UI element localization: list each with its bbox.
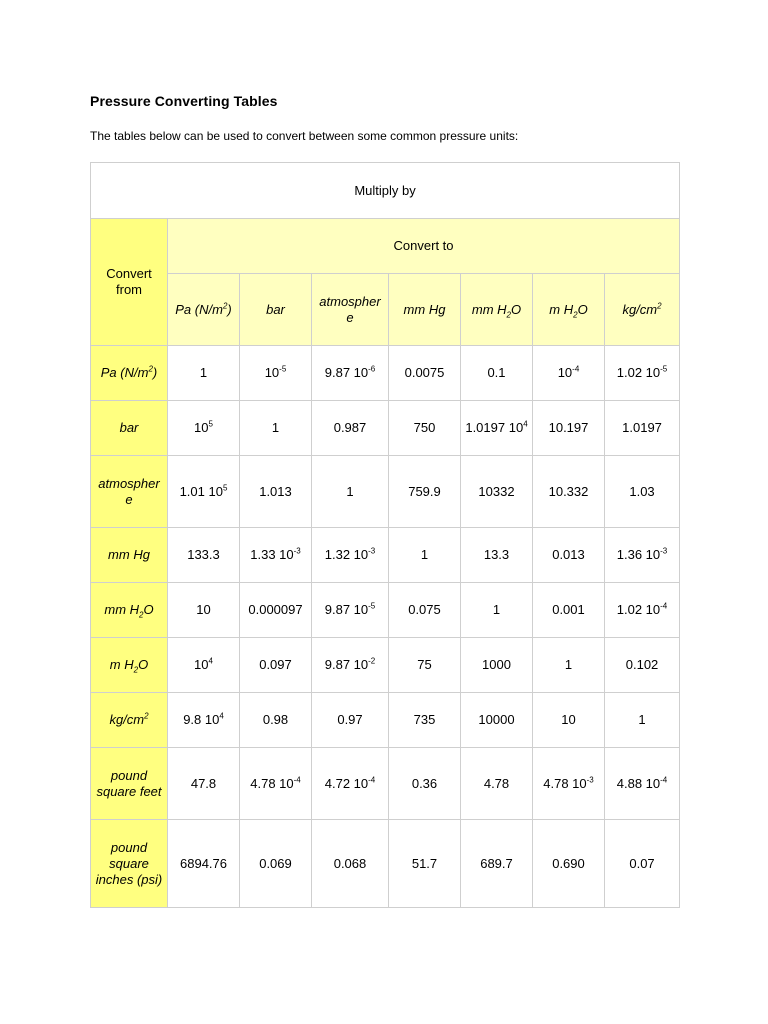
page-title: Pressure Converting Tables (90, 93, 278, 109)
table-cell: 0.987 (312, 401, 389, 456)
table-cell: 0.1 (461, 346, 533, 401)
table-cell: 0.36 (389, 748, 461, 820)
table-cell: 1.03 (605, 456, 680, 528)
pressure-conversion-table (90, 162, 680, 908)
table-cell: 1 (533, 638, 605, 693)
table-cell: 1.013 (240, 456, 312, 528)
table-cell: 4.78 $10^{-3}$ (533, 748, 605, 820)
table-cell: 689.7 (461, 820, 533, 908)
intro-text: The tables below can be used to convert between some common pressure units: (90, 129, 519, 143)
table-cell: 51.7 (389, 820, 461, 908)
table-cell: 13.3 (461, 528, 533, 583)
table-cell: 1 (461, 583, 533, 638)
table-row (91, 748, 680, 820)
table-cell: 1.32 $10^{-3}$ (312, 528, 389, 583)
table-cell: 735 (389, 693, 461, 748)
table-cell: 0.000097 (240, 583, 312, 638)
table-cell: 10 (533, 693, 605, 748)
table-cell: 10332 (461, 456, 533, 528)
table-row (91, 693, 680, 748)
table-cell: 1.36 $10^{-3}$ (605, 528, 680, 583)
table-cell: 47.8 (168, 748, 240, 820)
table-row (91, 456, 680, 528)
convert-from-line: Convert (106, 266, 152, 281)
table-cell: 9.87 $10^{-5}$ (312, 583, 389, 638)
multiply-by-header: Multiply by (91, 163, 680, 219)
column-header-unit: mm Hg (389, 274, 461, 346)
table-cell: 0.102 (605, 638, 680, 693)
table-cell: 0.075 (389, 583, 461, 638)
table-cell: 750 (389, 401, 461, 456)
table-cell: $10^{-5}$ (240, 346, 312, 401)
table-cell: 0.690 (533, 820, 605, 908)
table-cell: 0.097 (240, 638, 312, 693)
row-header-unit: pound square inches (psi) (91, 820, 168, 908)
table-cell: 1 (240, 401, 312, 456)
row-header-unit: m $H_2O$ (91, 638, 168, 693)
table-cell: 9.8 $10^4$ (168, 693, 240, 748)
table-cell: 6894.76 (168, 820, 240, 908)
table-cell: 9.87 $10^{-2}$ (312, 638, 389, 693)
table-row (91, 528, 680, 583)
convert-from-line: from (116, 282, 142, 297)
row-header-unit: atmospher e (91, 456, 168, 528)
convert-to-row (91, 219, 680, 274)
column-header-unit: atmospher e (312, 274, 389, 346)
column-header-unit: Pa $(N/m^2)$ (168, 274, 240, 346)
table-cell: 0.069 (240, 820, 312, 908)
convert-from-header (91, 219, 168, 346)
table-cell: 0.97 (312, 693, 389, 748)
table-cell: 4.78 (461, 748, 533, 820)
table-row (91, 401, 680, 456)
table-cell: 4.78 $10^{-4}$ (240, 748, 312, 820)
table-cell: $10^4$ (168, 638, 240, 693)
table-cell: 75 (389, 638, 461, 693)
table-cell: 9.87 $10^{-6}$ (312, 346, 389, 401)
table-cell: 1.02 $10^{-5}$ (605, 346, 680, 401)
row-header-unit: mm Hg (91, 528, 168, 583)
column-header-unit: m $H_2O$ (533, 274, 605, 346)
table-row (91, 820, 680, 908)
table-cell: 1.02 $10^{-4}$ (605, 583, 680, 638)
row-header-unit: mm $H_2O$ (91, 583, 168, 638)
table-cell: 10.332 (533, 456, 605, 528)
row-header-unit: pound square feet (91, 748, 168, 820)
table-cell: 10 (168, 583, 240, 638)
table-cell: 0.001 (533, 583, 605, 638)
table-cell: 0.013 (533, 528, 605, 583)
table-cell: $10^5$ (168, 401, 240, 456)
table-cell: 759.9 (389, 456, 461, 528)
table-cell: 0.07 (605, 820, 680, 908)
table-row (91, 583, 680, 638)
table-cell: 0.068 (312, 820, 389, 908)
row-header-unit: $kg/cm^2$ (91, 693, 168, 748)
table-cell: 4.88 $10^{-4}$ (605, 748, 680, 820)
column-header-unit: mm $H_2O$ (461, 274, 533, 346)
multiply-by-row (91, 163, 680, 219)
table-cell: 1 (312, 456, 389, 528)
table-row (91, 346, 680, 401)
table-cell: 1.33 $10^{-3}$ (240, 528, 312, 583)
table-cell: 1 (168, 346, 240, 401)
row-header-unit: Pa $(N/m^2)$ (91, 346, 168, 401)
table-cell: $10^{-4}$ (533, 346, 605, 401)
table-cell: 1000 (461, 638, 533, 693)
table-cell: 1 (605, 693, 680, 748)
convert-to-header: Convert to (168, 219, 680, 274)
unit-header-row (91, 274, 680, 346)
table-cell: 1.0197 $10^4$ (461, 401, 533, 456)
table-cell: 0.0075 (389, 346, 461, 401)
table-cell: 4.72 $10^{-4}$ (312, 748, 389, 820)
table-cell: 10000 (461, 693, 533, 748)
table-cell: 0.98 (240, 693, 312, 748)
table-cell: 10.197 (533, 401, 605, 456)
table-cell: 1 (389, 528, 461, 583)
row-header-unit: bar (91, 401, 168, 456)
table-cell: 133.3 (168, 528, 240, 583)
table-row (91, 638, 680, 693)
table-cell: 1.01 $10^5$ (168, 456, 240, 528)
column-header-unit: bar (240, 274, 312, 346)
table-cell: 1.0197 (605, 401, 680, 456)
column-header-unit: $kg/cm^2$ (605, 274, 680, 346)
